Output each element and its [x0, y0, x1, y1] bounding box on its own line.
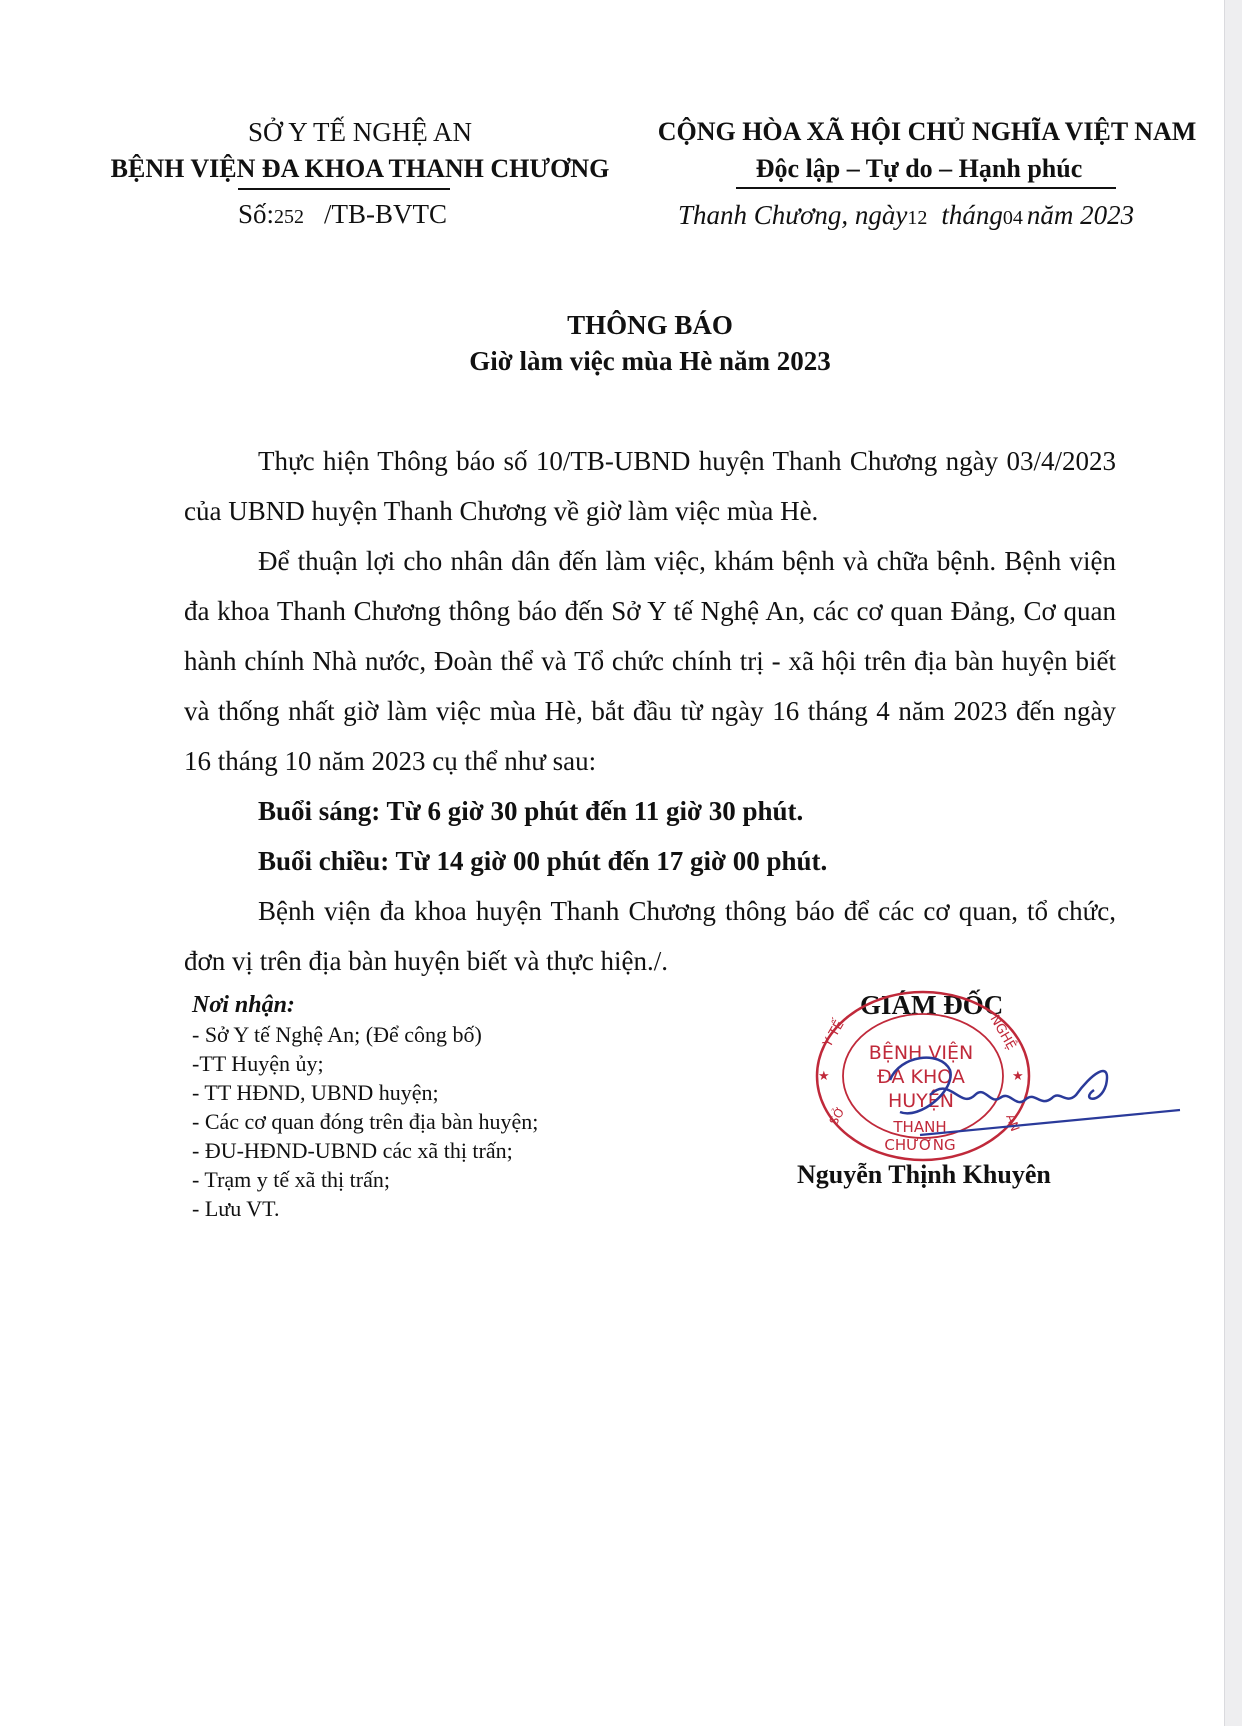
- stamp-line-4: THANH CHƯƠNG: [884, 1118, 956, 1154]
- signer-position: GIÁM ĐỐC: [860, 990, 1004, 1020]
- recipient-item: - Trạm y tế xã thị trấn;: [192, 1167, 390, 1192]
- recipient-item: - Các cơ quan đóng trên địa bàn huyện;: [192, 1109, 539, 1134]
- afternoon-hours: Buổi chiều: Từ 14 giờ 00 phút đến 17 giờ 00 phút.: [258, 846, 828, 876]
- number-suffix: /TB-BVTC: [324, 199, 448, 229]
- svg-text:★: ★: [1012, 1069, 1024, 1084]
- date-day: 12: [907, 207, 928, 229]
- handwritten-signature: [880, 1050, 1190, 1160]
- number-value: 252: [274, 206, 305, 228]
- stamp-line-1: BỆNH VIỆN: [868, 1042, 974, 1064]
- number-prefix: Số:: [238, 199, 275, 229]
- recipient-item: - Sở Y tế Nghệ An; (Để công bố): [192, 1022, 482, 1047]
- year-label: năm 2023: [1026, 200, 1135, 230]
- stamp-line-3: HUYỆN: [887, 1090, 955, 1112]
- svg-text:★: ★: [818, 1069, 830, 1084]
- paragraph-3: Bệnh viện đa khoa huyện Thanh Chương thông báo để các cơ quan, tổ chức, đơn vị trên địa bàn huyện biết và thực hiện./.: [184, 896, 1116, 976]
- recipients-block: [192, 991, 538, 1223]
- svg-text:NGHỆ: NGHỆ: [986, 1012, 1019, 1053]
- page-edge: [1224, 0, 1242, 1726]
- month-label: tháng: [941, 200, 1003, 230]
- left-header-rule: [238, 188, 450, 190]
- recipient-item: - Lưu VT.: [192, 1196, 280, 1221]
- recipient-item: - TT HĐND, UBND huyện;: [192, 1080, 439, 1105]
- paragraph-1: Thực hiện Thông báo số 10/TB-UBND huyện Thanh Chương ngày 03/4/2023 của UBND huyện Thanh Chương về giờ làm việc mùa Hè.: [184, 446, 1116, 526]
- motto-underline: [736, 187, 1116, 189]
- paragraph-2: Để thuận lợi cho nhân dân đến làm việc, khám bệnh và chữa bệnh. Bệnh viện đa khoa Thanh Chương thông báo đến Sở Y tế Nghệ An, các cơ quan Đảng, Cơ quan hành chính Nhà nước, Đoàn thể và Tổ chức chính trị - xã hội trên địa bàn huyện biết và thống nhất giờ làm việc mùa Hè, bắt đầu từ ngày 16 tháng 4 năm 2023 đến ngày 16 tháng 10 năm 2023 cụ thể như sau:: [184, 546, 1116, 776]
- morning-hours: Buổi sáng: Từ 6 giờ 30 phút đến 11 giờ 30 phút.: [258, 796, 804, 826]
- national-motto: Độc lập – Tự do – Hạnh phúc: [755, 154, 1083, 183]
- stamp-line-2: ĐA KHOA: [877, 1066, 965, 1088]
- document-title: THÔNG BÁO: [567, 310, 733, 340]
- hospital-name: BỆNH VIỆN ĐA KHOA THANH CHƯƠNG: [110, 154, 610, 183]
- country-name: CỘNG HÒA XÃ HỘI CHỦ NGHĨA VIỆT NAM: [657, 117, 1197, 146]
- recipient-item: -TT Huyện ủy;: [192, 1051, 324, 1076]
- recipient-item: - ĐU-HĐND-UBND các xã thị trấn;: [192, 1138, 513, 1163]
- signer-name: Nguyễn Thịnh Khuyên: [797, 1160, 1051, 1189]
- place-date: [678, 200, 1134, 231]
- svg-text:Y TẾ: Y TẾ: [820, 1018, 848, 1050]
- agency-name: SỞ Y TẾ NGHỆ AN: [247, 117, 472, 147]
- document-subtitle: Giờ làm việc mùa Hè năm 2023: [469, 346, 831, 376]
- svg-text:AN: AN: [1003, 1112, 1023, 1134]
- date-month: 04: [1002, 207, 1023, 229]
- svg-text:SỞ: SỞ: [826, 1104, 848, 1128]
- body-text: [184, 436, 1116, 986]
- document-number: [238, 199, 447, 230]
- place-prefix: Thanh Chương, ngày: [678, 200, 908, 230]
- recipients-title: Nơi nhận:: [192, 992, 295, 1018]
